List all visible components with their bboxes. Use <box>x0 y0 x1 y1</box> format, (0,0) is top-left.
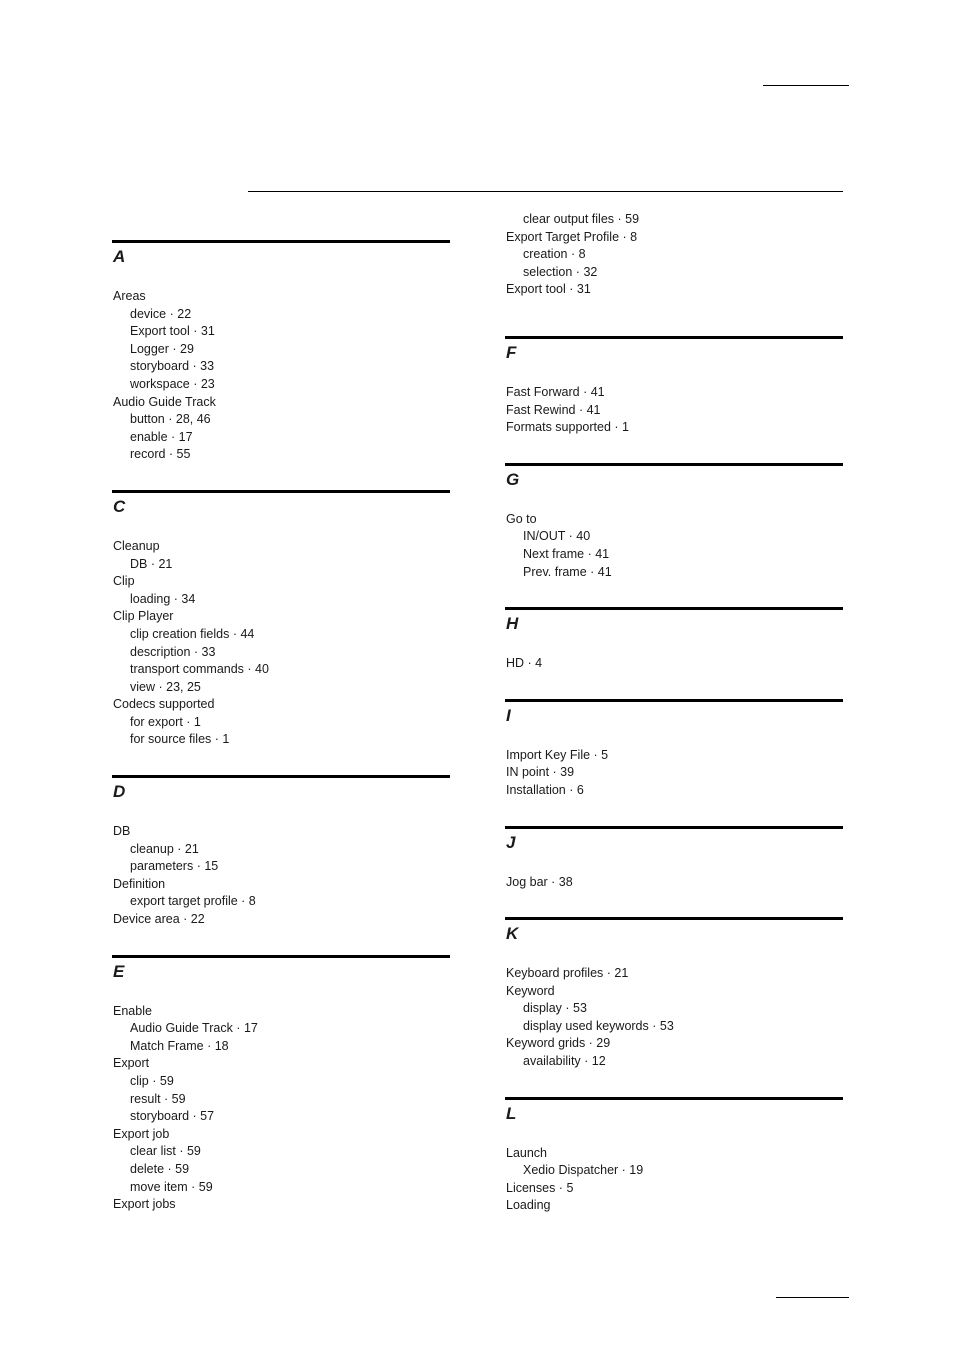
section-letter: F <box>506 342 517 362</box>
index-entry: DB <box>113 824 131 839</box>
index-entry: Keyword <box>506 983 555 998</box>
section-entries <box>505 965 843 1071</box>
index-left-column <box>112 240 450 1214</box>
index-entry: Licenses · 5 <box>506 1180 574 1195</box>
index-subentry: Prev. frame · 41 <box>523 564 612 579</box>
section-entries <box>505 874 843 892</box>
index-section-j <box>505 826 843 892</box>
section-letter: I <box>506 705 511 725</box>
section-letter: A <box>113 247 126 266</box>
section-entries <box>505 655 843 673</box>
index-entry: Import Key File · 5 <box>506 747 609 762</box>
index-subentry: parameters · 15 <box>130 859 219 874</box>
index-entry: Clip <box>113 574 135 589</box>
index-subentry: display used keywords · 53 <box>523 1018 674 1033</box>
index-entry: Codecs supported <box>113 697 215 712</box>
index-subentry: storyboard · 33 <box>130 359 215 374</box>
index-subentry: for export · 1 <box>130 714 201 729</box>
index-entry: Keyword grids · 29 <box>506 1036 611 1051</box>
index-section-i <box>505 699 843 800</box>
section-header <box>112 955 450 982</box>
section-letter: L <box>506 1103 517 1123</box>
index-subentry: IN/OUT · 40 <box>523 529 591 544</box>
index-entry: Export job <box>113 1126 170 1141</box>
section-header <box>112 490 450 517</box>
index-entry: Audio Guide Track <box>113 394 216 409</box>
index-subentry: Xedio Dispatcher · 19 <box>523 1163 644 1178</box>
index-subentry: transport commands · 40 <box>130 662 269 677</box>
section-header <box>112 775 450 802</box>
index-section-a <box>112 240 450 464</box>
index-subentry: workspace · 23 <box>130 376 215 391</box>
index-entry: Device area · 22 <box>113 912 205 927</box>
index-subentry: availability · 12 <box>523 1054 606 1069</box>
section-header <box>505 917 843 944</box>
index-subentry: creation · 8 <box>523 247 586 262</box>
section-letter: C <box>113 496 126 516</box>
section-header <box>505 1097 843 1124</box>
section-header <box>505 607 843 634</box>
index-entry: Launch <box>506 1145 548 1160</box>
section-letter: K <box>506 924 519 944</box>
index-section-f <box>505 336 843 437</box>
index-entry: Definition <box>113 876 166 891</box>
index-subentry: Logger · 29 <box>130 341 194 356</box>
index-subentry: record · 55 <box>130 447 191 462</box>
index-subentry: delete · 59 <box>130 1161 190 1176</box>
continued-entries <box>505 211 843 299</box>
index-entry: Jog bar · 38 <box>506 874 573 889</box>
index-subentry: clear output files · 59 <box>523 212 640 226</box>
index-subentry: DB · 21 <box>130 556 173 571</box>
section-entries <box>505 511 843 581</box>
index-subentry: Next frame · 41 <box>523 546 610 561</box>
index-subentry: selection · 32 <box>523 264 598 279</box>
section-header <box>505 699 843 726</box>
index-section-c <box>112 490 450 749</box>
footer-short-rule <box>776 1297 849 1298</box>
index-subentry: cleanup · 21 <box>130 841 199 856</box>
section-letter: G <box>506 469 520 489</box>
index-subentry: Match Frame · 18 <box>130 1038 229 1053</box>
index-entry: Export <box>113 1056 150 1071</box>
index-subentry: move item · 59 <box>130 1179 213 1194</box>
section-letter: J <box>506 832 516 852</box>
section-header <box>112 240 450 267</box>
index-subentry: Export tool · 31 <box>130 324 215 339</box>
section-letter: D <box>113 782 126 802</box>
index-entry: Export Target Profile · 8 <box>506 229 638 244</box>
index-entry: Cleanup <box>113 538 160 553</box>
index-section-l <box>505 1097 843 1215</box>
section-entries <box>505 384 843 437</box>
index-section-d <box>112 775 450 929</box>
index-subentry: view · 23, 25 <box>130 679 201 694</box>
index-section-e <box>112 955 450 1214</box>
index-subentry: Audio Guide Track · 17 <box>130 1021 258 1036</box>
header-short-rule <box>763 85 849 86</box>
index-entry: Go to <box>506 511 537 526</box>
index-subentry: device · 22 <box>130 306 192 321</box>
index-subentry: clip · 59 <box>130 1074 174 1088</box>
index-subentry: result · 59 <box>130 1091 186 1106</box>
index-entry: Areas <box>113 289 146 303</box>
index-subentry: display · 53 <box>523 1001 587 1016</box>
section-entries <box>505 747 843 800</box>
index-subentry: clear list · 59 <box>130 1144 201 1159</box>
index-entry: Formats supported · 1 <box>506 420 629 435</box>
section-header <box>505 826 843 853</box>
index-entry: Export jobs <box>113 1197 176 1212</box>
index-subentry: button · 28, 46 <box>130 412 211 427</box>
index-entry: HD · 4 <box>506 656 543 671</box>
index-entry: Enable <box>113 1003 152 1018</box>
index-entry: Clip Player <box>113 609 174 624</box>
index-subentry: enable · 17 <box>130 429 193 444</box>
index-entry: Fast Rewind · 41 <box>506 402 601 417</box>
index-subentry: export target profile · 8 <box>130 894 256 909</box>
section-entries <box>112 823 450 929</box>
index-subentry: storyboard · 57 <box>130 1109 215 1124</box>
section-letter: H <box>506 614 519 634</box>
section-entries <box>505 1145 843 1215</box>
index-entry: Fast Forward · 41 <box>506 384 605 399</box>
index-entry: Keyboard profiles · 21 <box>506 966 629 981</box>
section-header <box>505 336 843 363</box>
index-right-column <box>505 211 843 1215</box>
index-subentry: for source files · 1 <box>130 732 230 747</box>
index-subentry: loading · 34 <box>130 591 196 606</box>
index-section-h <box>505 607 843 673</box>
index-section-g <box>505 463 843 581</box>
index-subentry: description · 33 <box>130 644 216 659</box>
index-entry: Loading <box>506 1198 551 1213</box>
section-letter: E <box>113 961 125 981</box>
index-entry: Installation · 6 <box>506 782 584 797</box>
section-entries <box>112 1003 450 1214</box>
index-subentry: clip creation fields · 44 <box>130 626 255 641</box>
section-entries <box>112 288 450 464</box>
header-long-rule <box>248 191 843 192</box>
section-entries <box>112 538 450 749</box>
section-header <box>505 463 843 490</box>
right-sections <box>505 336 843 1215</box>
index-entry: Export tool · 31 <box>506 282 591 297</box>
index-entry: IN point · 39 <box>506 765 575 780</box>
index-section-k <box>505 917 843 1071</box>
